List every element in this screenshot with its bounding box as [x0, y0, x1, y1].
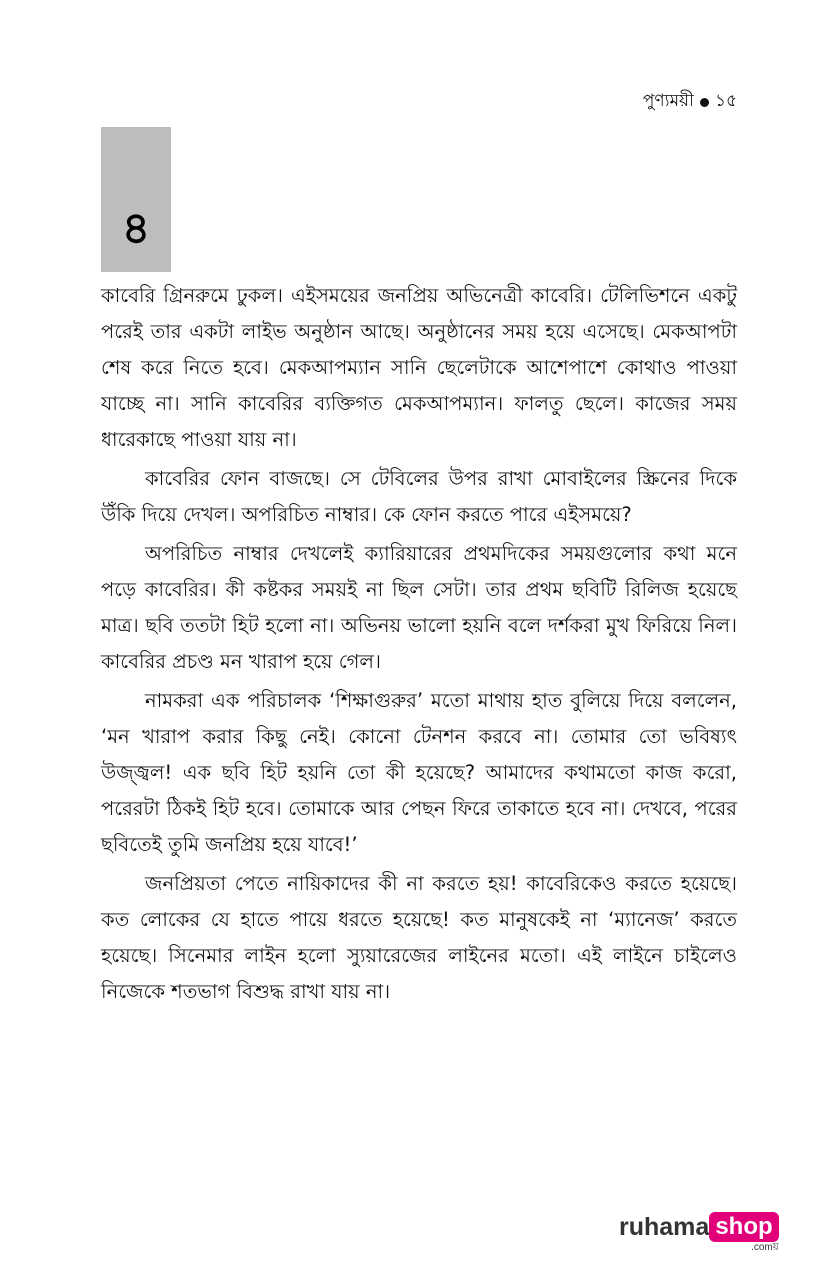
logo-text-domain: .comয় [751, 1242, 779, 1253]
chapter-marker [101, 127, 171, 272]
paragraph-2: কাবেরির ফোন বাজছে। সে টেবিলের উপর রাখা মোবাইলের স্ক্রিনের দিকে উঁকি দিয়ে দেখল। অপরিচিত নাম্বার। কে ফোন করতে পারে এইসময়ে? [101, 467, 737, 526]
page-number: ১৫ [714, 91, 737, 111]
paragraph-1: কাবেরি গ্রিনরুমে ঢুকল। এইসময়ের জনপ্রিয় অভিনেত্রী কাবেরি। টেলিভিশনে একটু পরেই তার একটা লাইভ অনুষ্ঠান আছে। অনুষ্ঠানের সময় হয়ে এসেছে। মেকআপটা শেষ করে নিতে হবে। মেকআপম্যান সানি ছেলেটাকে আশেপাশে কোথাও পাওয়া যাচ্ছে না। সানি কাবেরির ব্যক্তিগত মেকআপম্যান। ফালতু ছেলে। কাজের সময় ধারেকাছে পাওয়া যায় না। [101, 284, 737, 451]
logo-shop-block [709, 1212, 779, 1253]
running-header [643, 88, 737, 116]
logo-text-ruhama: ruhama [619, 1213, 710, 1241]
chapter-number: ৪ [121, 203, 151, 254]
publisher-logo [619, 1212, 779, 1252]
paragraph-5: জনপ্রিয়তা পেতে নায়িকাদের কী না করতে হয়! কাবেরিকেও করতে হয়েছে। কত লোকের যে হাতে পায়ে ধরতে হয়েছে! কত মানুষকেই না ‘ম্যানেজ’ করতে হয়েছে। সিনেমার লাইন হলো স্যুয়ারেজের লাইনের মতো। এই লাইনে চাইলেও নিজেকে শতভাগ বিশুদ্ধ রাখা যায় না। [101, 872, 737, 1003]
logo-text-shop: shop [709, 1212, 778, 1242]
paragraph-4: নামকরা এক পরিচালক ‘শিক্ষাগুরুর’ মতো মাথায় হাত বুলিয়ে দিয়ে বললেন, ‘মন খারাপ করার কিছু নেই। কোনো টেনশন করবে না। তোমার তো ভবিষ্যৎ উজ্জ্বল! এক ছবি হিট হয়নি তো কী হয়েছে? আমাদের কথামতো কাজ করো, পরেরটা ঠিকই হিট হবে। তোমাকে আর পেছন ফিরে তাকাতে হবে না। দেখবে, পরের ছবিতেই তুমি জনপ্রিয় হয়ে যাবে!’ [101, 689, 737, 856]
paragraph-3: অপরিচিত নাম্বার দেখলেই ক্যারিয়ারের প্রথমদিকের সময়গুলোর কথা মনে পড়ে কাবেরির। কী কষ্টকর সময়ই না ছিল সেটা। তার প্রথম ছবিটি রিলিজ হয়েছে মাত্র। ছবি ততটা হিট হলো না। অভিনয় ভালো হয়নি বলে দর্শকরা মুখ ফিরিয়ে নিল। কাবেরির প্রচণ্ড মন খারাপ হয়ে গেল। [101, 542, 737, 673]
chapter-body [101, 278, 737, 1010]
book-title: পুণ্যময়ী [642, 91, 694, 111]
bullet-dot-icon [700, 98, 709, 107]
